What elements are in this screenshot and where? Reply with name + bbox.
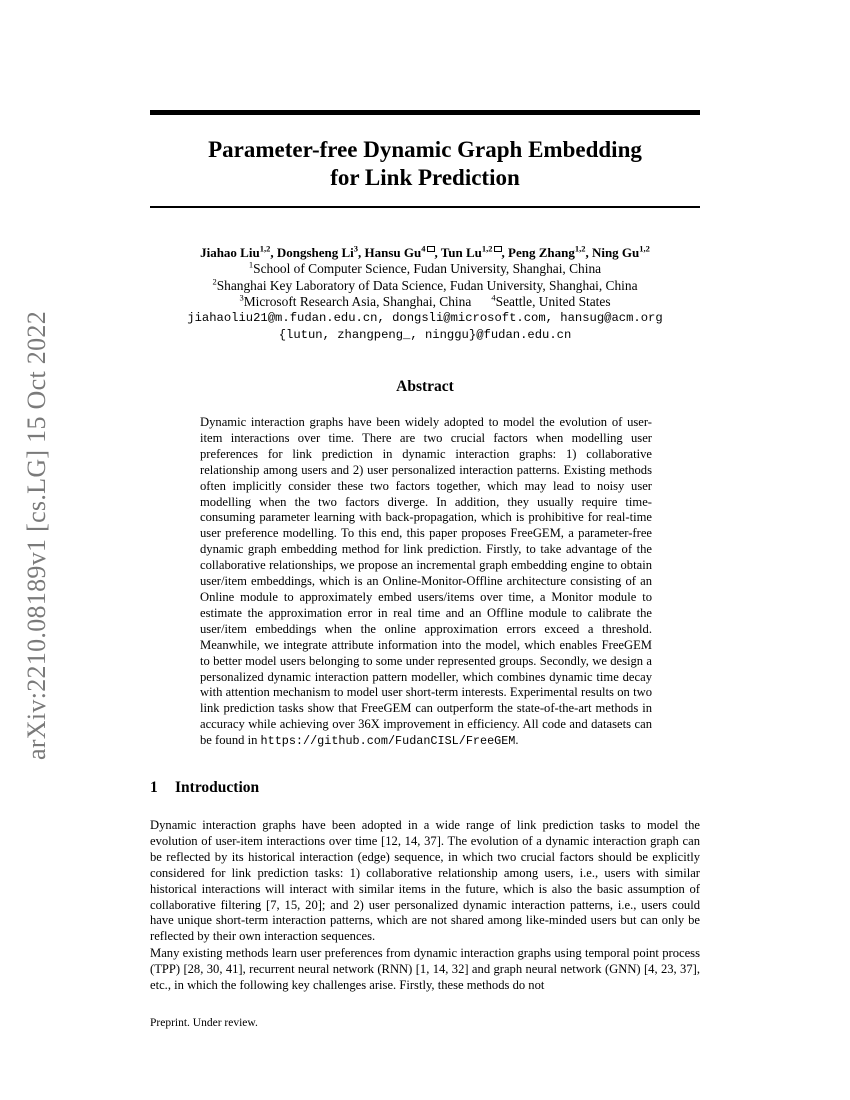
abstract-heading: Abstract xyxy=(396,378,454,395)
arxiv-side-stamp: arXiv:2210.08189v1 [cs.LG] 15 Oct 2022 xyxy=(22,311,51,760)
affiliation: $^2$Shanghai Key Laboratory of Data Science, Fudan University, Shanghai, China xyxy=(212,276,638,293)
code-link[interactable]: https://github.com/FudanCISL/FreeGEM xyxy=(260,734,516,749)
title-line-1: Parameter-free Dynamic Graph Embedding xyxy=(208,137,642,162)
author-list: Jiahao Liu$^{1,2}$, Dongsheng Li$^3$, Hansu Gu$^4$ , Tun Lu$^{1,2}$ , Peng Zhang$^{1,2}$, Ning Gu$^{1,2}$ xyxy=(200,243,650,260)
affiliation: $^4$Seattle, United States xyxy=(491,292,611,309)
affiliation: $^3$Microsoft Research Asia, Shanghai, China xyxy=(239,292,472,309)
title-line-2: for Link Prediction xyxy=(330,165,520,190)
abstract-body xyxy=(200,415,652,750)
author: Ning Gu$^{1,2}$ xyxy=(591,243,650,260)
section-heading-introduction xyxy=(150,779,259,797)
envelope-icon xyxy=(494,246,502,252)
abstract-text: Dynamic interaction graphs have been widely adopted to model the evolution of user-item interactions over time. There are two crucial factors when modelling user preferences for link prediction in dynamic interaction graphs: 1) collaborative relationship among users and 2) user personalized interaction patterns. Existing methods often implicitly consider these two factors together, which may lead to noisy user modelling when the two factors diverge. In addition, they usually require time-consuming parameter learning with back-propagation, which is prohibitive for real-time user preference modelling. To this end, this paper proposes FreeGEM, a parameter-free dynamic graph embedding method for link prediction. Firstly, to take advantage of the collaborative relationships, we propose an incremental graph embedding engine to obtain user/item embeddings, which is an Online-Monitor-Offline architecture consisting of an Online module to approximately embed users/items over time, a Monitor module to estimate the approximation error in real time and an Offline module to calibrate the user/item embeddings when the online approximation errors exceed a threshold. Meanwhile, we integrate attribute information into the model, which enables FreeGEM to better model users belonging to some under represented groups. Secondly, we design a personalized dynamic interaction pattern modeller, which combines dynamic time decay with attention mechanism to model user short-term interests. Experimental results on two link prediction tasks show that FreeGEM can outperform the state-of-the-art methods in accuracy while achieving over 36X improvement in efficiency. All code and datasets can be found in xyxy=(200,415,652,748)
title-bottom-rule xyxy=(150,206,700,208)
affiliations xyxy=(150,261,700,311)
author: Peng Zhang$^{1,2}$ xyxy=(508,243,586,260)
affiliation-row xyxy=(150,294,700,311)
intro-paragraph-2: Many existing methods learn user preferences from dynamic interaction graphs using temporal point process (TPP) [28, 30, 41], recurrent neural network (RNN) [1, 14, 32] and graph neural network (GNN) [4, 23, 37], etc., in which the following key challenges arise. Firstly, these methods do not xyxy=(150,946,700,992)
section-title: Introduction xyxy=(175,779,260,796)
preprint-footer: Preprint. Under review. xyxy=(150,1017,258,1029)
intro-paragraph-1: Dynamic interaction graphs have been adopted in a wide range of link prediction tasks to model the evolution of user-item interactions over time [12, 14, 37]. The evolution of a dynamic interaction graph can be reflected by its historical interaction (edge) sequence, in which two crucial factors should be explicitly considered for link prediction tasks: 1) collaborative relationship among users, i.e., users with similar historical interactions will interact with similar items in the future, which is also the basic assumption of collaborative filtering [7, 15, 20]; and 2) user personalized dynamic interaction patterns, i.e., users could have unique short-term interaction patterns, which are not shared among like-minded users but can only be reflected by their own interaction sequences. xyxy=(150,818,700,944)
author: Tun Lu$^{1,2}$ xyxy=(441,245,502,260)
author: Jiahao Liu$^{1,2}$ xyxy=(200,243,271,260)
author: Dongsheng Li$^3$ xyxy=(276,243,359,260)
section-number: 1 xyxy=(150,779,158,796)
email-line-2: {lutun, zhangpeng_, ninggu}@fudan.edu.cn xyxy=(278,327,572,342)
envelope-icon xyxy=(427,246,435,252)
affiliation: $^1$School of Computer Science, Fudan University, Shanghai, China xyxy=(248,259,602,276)
email-line-1: jiahaoliu21@m.fudan.edu.cn, dongsli@microsoft.com, hansug@acm.org xyxy=(187,311,663,325)
author: Hansu Gu$^4$ xyxy=(365,245,435,260)
author-emails xyxy=(150,310,700,343)
title-top-rule xyxy=(150,110,700,115)
paper-title xyxy=(150,136,700,192)
abstract-end: . xyxy=(515,733,519,748)
